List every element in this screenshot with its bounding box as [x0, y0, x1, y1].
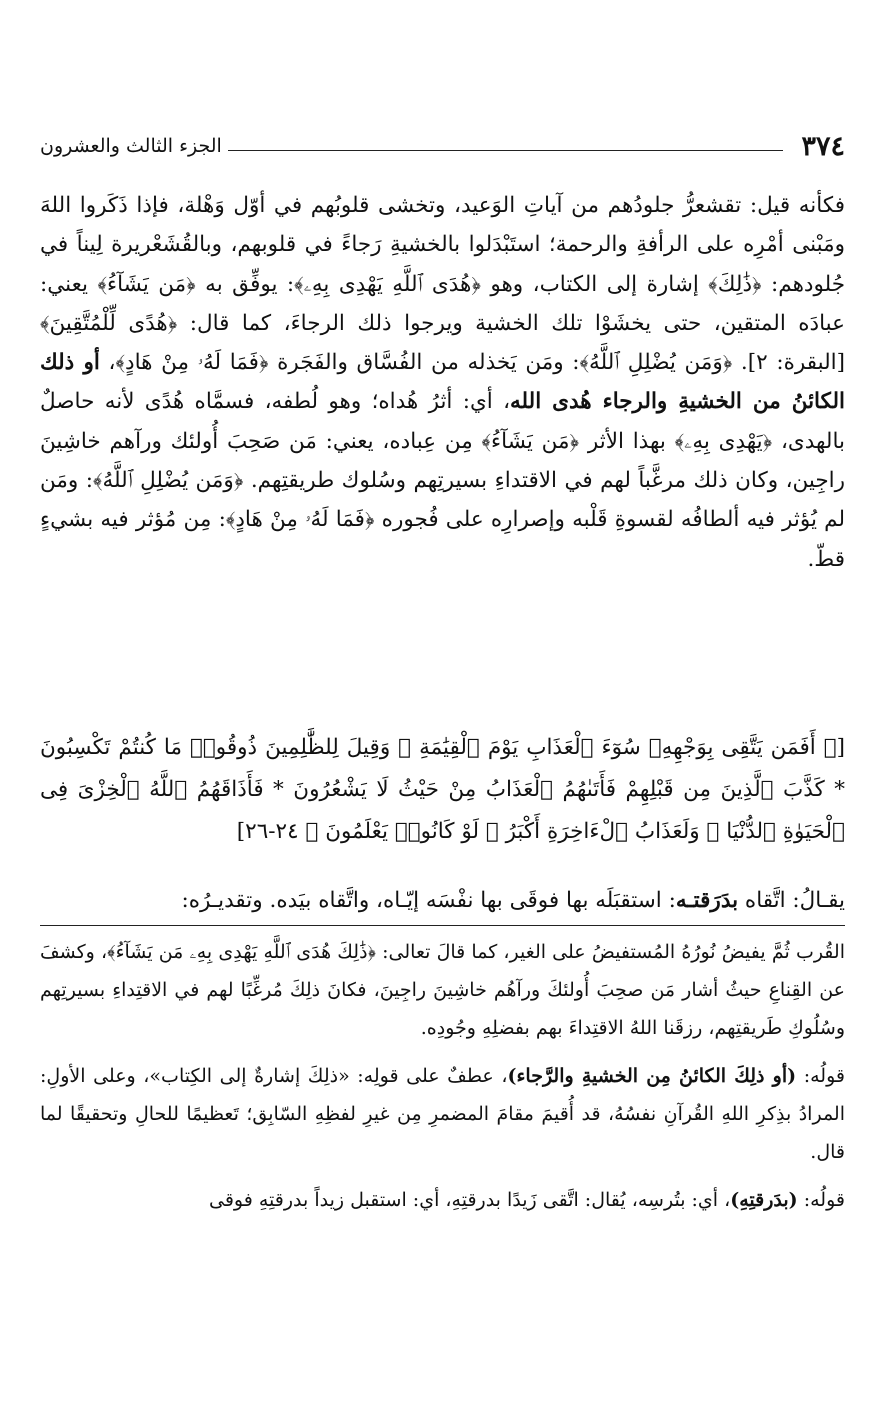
- text-run: يقـالُ: اتَّقاه: [738, 888, 845, 913]
- footnote-paragraph: [40, 1057, 845, 1171]
- text-run: إشارة إلى الكتاب، وهو: [480, 271, 709, 297]
- text-run: بهذا الأثر: [579, 428, 675, 454]
- main-text-last-line: [40, 883, 845, 919]
- text-run: مِن عِباده، يعني: مَن صَحِبَ أُولئك ورآهم خاشِينَ راجِين، وكان ذلك مرغَّباً لهم في الاقتداءِ بسيرتِهم وسُلوك طريقتِهم.: [40, 428, 846, 494]
- text-run: فكأنه قيل: تقشعرُّ جلودُهم من آياتِ الوَعيد، وتخشى قلوبُهم في أوّل وَهْلة، فإذا ذَكَروا اللهَ ومَبْنى أمْرِه على الرأفةِ والرحمة؛ استَبْدَلوا بالخشيةِ رَجاءً في قلوبهم، وبالقُشَعْريرة لِيناً في جُلودهم:: [40, 193, 846, 297]
- text-run: ، أي: بتُرسِه، يُقال: اتَّقى زَيدًا بدرقتِهِ، أي: استقبل زيداً بدرقتِهِ فوقى: [209, 1189, 731, 1211]
- quran-quote: ﴿ذَٰلِكَ هُدَى ٱللَّهِ يَهْدِى بِهِۦ مَن يَشَآءُ﴾: [107, 941, 376, 963]
- quran-quote: ﴿فَمَا لَهُۥ مِنْ هَادٍ﴾: [225, 507, 375, 533]
- text-run: : استقبَلَه بها فوقَى بها نفْسَه إيّـاه، واتَّقاه بيَده. وتقديـرُه:: [181, 888, 676, 913]
- quran-quote: ﴿هُدَى ٱللَّهِ يَهْدِى بِهِۦ﴾: [294, 271, 481, 297]
- commentary-paragraph: [40, 186, 845, 579]
- bold-phrase: أو ذلك الكائنُ من الخشيةِ والرجاء هُدى الله: [40, 350, 845, 415]
- text-run: : مِن مُؤثر فيه بشيءٍ قطّ.: [40, 507, 845, 572]
- text-run: ، وكشفَ عن القِناعِ حيثُ أشار مَن صحِبَ أُولئكَ ورآهُم خاشِينَ راجِينَ، فكانَ ذلِكَ مُرغِّبًا لهم في الاقتِداءِ بسيرتِهم وسُلُوكِ طَريقتِهم، رزقَنا اللهُ الاقتِداءَ بهم بفضلِهِ وجُودِه.: [40, 941, 845, 1039]
- quran-quote: ﴿يَهْدِى بِهِۦ﴾: [674, 428, 773, 454]
- quran-quote: ﴿وَمَن يُضْلِلِ ٱللَّهُ﴾: [92, 468, 244, 494]
- header-rule: [228, 150, 784, 151]
- text-run: : ومَن لم يُؤثر فيه ألطافُه لقسوةِ قَلْبه وإصرارِه على فُجوره: [40, 468, 846, 533]
- bold-phrase: (بدَرقتِهِ): [730, 1189, 798, 1211]
- quran-quote: ﴿مَن يَشَآءُ﴾: [97, 271, 196, 297]
- bold-phrase: بدَرَقتـه: [675, 888, 739, 913]
- quran-quote: ﴿فَمَا لَهُۥ مِنْ هَادٍ﴾: [115, 350, 269, 376]
- quran-verses: [﴿ أَفَمَن يَتَّقِى بِوَجْهِهِۦ سُوٓءَ ٱلْعَذَابِ يَوْمَ ٱلْقِيَٰمَةِ ۚ وَقِيلَ لِلظَّٰلِمِينَ ذُوقُوا۟ مَا كُنتُمْ تَكْسِبُونَ * كَذَّبَ ٱلَّذِينَ مِن قَبْلِهِمْ فَأَتَىٰهُمُ ٱلْعَذَابُ مِنْ حَيْثُ لَا يَشْعُرُونَ * فَأَذَاقَهُمُ ٱللَّهُ ٱلْخِزْىَ فِى ٱلْحَيَوٰةِ ٱلدُّنْيَا ۖ وَلَعَذَابُ ٱلْءَاخِرَةِ أَكْبَرُ ۚ لَوْ كَانُوا۟ يَعْلَمُونَ ﴾ ٢٤-٢٦]: [40, 735, 845, 844]
- footnote-paragraph: [40, 1181, 845, 1219]
- quran-quote: ﴿وَمَن يُضْلِلِ ٱللَّهُ﴾: [579, 350, 733, 376]
- text-run: ،: [99, 350, 116, 376]
- text-run: ، عطفٌ على قولِه: «ذلِكَ إشارةٌ إلى الكِتاب»، وعلى الأولِ: المرادُ بذِكرِ اللهِ القُرآنِ نفسُهُ، قد أُقيمَ مقامَ المضمرِ مِن غيرِ لفظِهِ السّابِق؛ تَعظيمًا للحالِ وتحقيقًا لما قال.: [40, 1065, 845, 1163]
- quran-quote: ﴿مَن يَشَآءُ﴾: [481, 428, 580, 454]
- quran-quote: ﴿ذَٰلِكَ﴾: [708, 271, 762, 297]
- bold-phrase: (أو ذلِكَ الكائنُ مِن الخشيةِ والرَّجاء): [507, 1065, 797, 1087]
- footnote-separator: [40, 925, 845, 926]
- text-run: القُرب ثُمَّ يفيضُ نُورُهُ المُستفيضُ على الغير، كما قالَ تعالى:: [375, 941, 845, 963]
- text-run: : ومَن يَخذله من الفُسَّاق والفَجَرة: [268, 350, 580, 376]
- quran-quote: ﴿هُدًى لِّلْمُتَّقِينَ﴾: [40, 310, 178, 336]
- text-run: : يوفِّق به: [195, 271, 295, 297]
- page-number: ٣٧٤: [801, 130, 845, 162]
- text-run: قولُه:: [796, 1065, 845, 1087]
- text-run: يعني: عبادَه المتقين، حتى يخشَوْا تلك الخشية ويرجوا ذلك الرجاءَ، كما قال:: [40, 271, 845, 336]
- text-run: ، أي: أثرُ هُداه؛ وهو لُطفه، فسمَّاه هُدًى لأنه حاصلٌ بالهدى،: [40, 389, 845, 454]
- text-run: قولُه:: [797, 1189, 845, 1211]
- main-text: [40, 186, 845, 579]
- running-header: [40, 128, 845, 164]
- citation: [البقرة: ٢].: [732, 350, 845, 376]
- running-title: الجزء الثالث والعشرون: [40, 135, 222, 157]
- footnotes: [40, 933, 845, 1229]
- quran-verses-block: [40, 727, 845, 853]
- footnote-paragraph: [40, 933, 845, 1047]
